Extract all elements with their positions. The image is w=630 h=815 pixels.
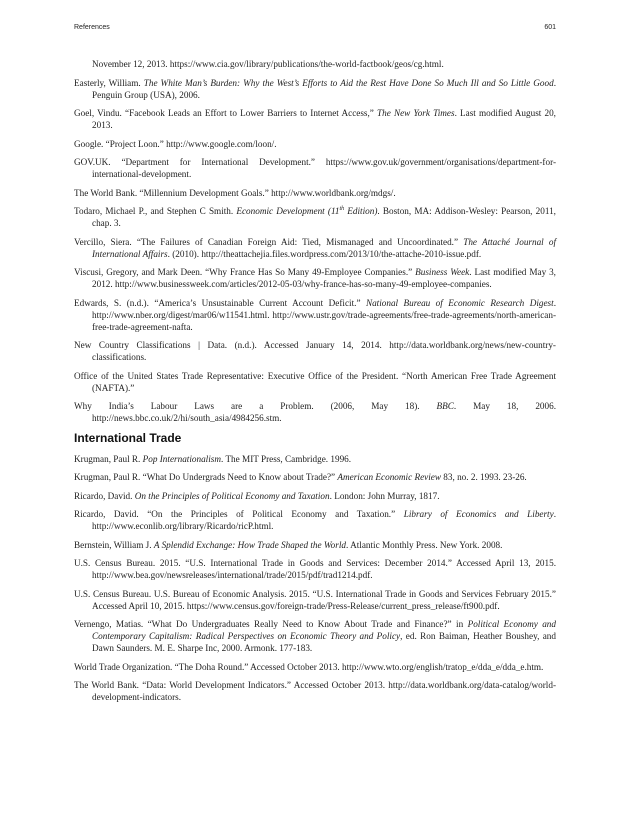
reference-entry: U.S. Census Bureau. U.S. Bureau of Economic Analysis. 2015. “U.S. International Trade in Goods and Services February 2015.” Accessed April 10, 2015. https://www.census.gov/foreign-trade/Press-Release/current_press_release/ft900.pdf. bbox=[74, 588, 556, 611]
reference-entry: Google. “Project Loon.” http://www.google.com/loon/. bbox=[74, 138, 277, 149]
reference-entry: Vernengo, Matias. “What Do Undergraduates Really Need to Know About Trade and Finance?” in Political Economy and Contemporary Capitalism: Radical Perspectives on Economic Theory and Policy, ed. Ron Baiman, Heather Boushey, and Dawn Saunders. M. E. Sharpe Inc, 2000. Armonk. 177-183. bbox=[74, 619, 556, 653]
reference-entry: GOV.UK. “Department for International Development.” https://www.gov.uk/government/organisations/department-for-international-development. bbox=[74, 157, 556, 179]
running-header bbox=[74, 24, 556, 36]
reference-entry: U.S. Census Bureau. 2015. “U.S. International Trade in Goods and Services: December 2014.” Accessed April 13, 2015. http://www.bea.gov/newsreleases/international/trade/2015/pdf/trad1214.pdf. bbox=[74, 558, 556, 580]
reference-entry: Ricardo, David. On the Principles of Political Economy and Taxation. London: John Murray, 1817. bbox=[74, 490, 440, 501]
reference-entry: Office of the United States Trade Representative: Executive Office of the President. “North American Free Trade Agreement (NAFTA).” bbox=[74, 370, 556, 393]
reference-entry: Bernstein, William J. A Splendid Exchange: How Trade Shaped the World. Atlantic Monthly Press. New York. 2008. bbox=[74, 539, 503, 550]
reference-entry: Edwards, S. (n.d.). “America’s Unsustainable Current Account Deficit.” National Bureau of Economic Research Digest. http://www.nber.org/digest/mar06/w11541.html. http://www.ustr.gov/trade-agreements/free-trade-agreements/north-american-free-trade-agreement-nafta. bbox=[74, 297, 556, 332]
page-number: 601 bbox=[544, 24, 556, 31]
reference-entry: Krugman, Paul R. “What Do Undergrads Need to Know about Trade?” American Economic Review 83, no. 2. 1993. 23-26. bbox=[74, 472, 527, 482]
reference-entry: Easterly, William. The White Man’s Burden: Why the West’s Efforts to Aid the Rest Have Done So Much Ill and So Little Good. Penguin Group (USA), 2006. bbox=[74, 77, 556, 100]
reference-entry: Vercillo, Siera. “The Failures of Canadian Foreign Aid: Tied, Mismanaged and Uncoordinated.” The Attaché Journal of International Affairs. (2010). http://theattachejia.files.wordpress.com/2013/10/the-attache-2010-issue.pdf. bbox=[74, 236, 557, 259]
reference-entry: World Trade Organization. “The Doha Round.” Accessed October 2013. http://www.wto.org/english/tratop_e/dda_e/dda_e.htm. bbox=[74, 661, 544, 672]
running-header-section: References bbox=[74, 24, 110, 31]
reference-entry: Todaro, Michael P., and Stephen C Smith. Economic Development (11th Edition). Boston, MA: Addison-Wesley: Pearson, 2011, chap. 3. bbox=[74, 205, 556, 228]
reference-entry: Why India’s Labour Laws are a Problem. (2006, May 18). BBC. May 18, 2006. http://news.bbc.co.uk/2/hi/south_asia/4984256.stm. bbox=[74, 401, 557, 423]
reference-entry: The World Bank. “Millennium Development Goals.” http://www.worldbank.org/mdgs/. bbox=[74, 187, 396, 198]
reference-continuation: November 12, 2013. https://www.cia.gov/library/publications/the-world-factbook/geos/cg.html. bbox=[92, 59, 444, 69]
reference-entry: New Country Classifications | Data. (n.d.). Accessed January 14, 2014. http://data.worldbank.org/news/new-country-classifications. bbox=[74, 340, 556, 362]
reference-entry: Ricardo, David. “On the Principles of Political Economy and Taxation.” Library of Economics and Liberty. http://www.econlib.org/library/Ricardo/ricP.html. bbox=[74, 509, 556, 531]
reference-entry: The World Bank. “Data: World Development Indicators.” Accessed October 2013. http://data.worldbank.org/data-catalog/world-development-indicators. bbox=[74, 680, 556, 702]
reference-entry: Goel, Vindu. “Facebook Leads an Effort to Lower Barriers to Internet Access,” The New York Times. Last modified August 20, 2013. bbox=[74, 108, 556, 130]
reference-entry: Viscusi, Gregory, and Mark Deen. “Why France Has So Many 49-Employee Companies.” Business Week. Last modified May 3, 2012. http://www.businessweek.com/articles/2012-05-03/why-france-has-so-many-49-employee-companies. bbox=[74, 267, 556, 289]
section-title: International Trade bbox=[74, 430, 182, 445]
reference-entry: Krugman, Paul R. Pop Internationalism. The MIT Press, Cambridge. 1996. bbox=[74, 453, 352, 464]
page-content bbox=[74, 58, 556, 710]
